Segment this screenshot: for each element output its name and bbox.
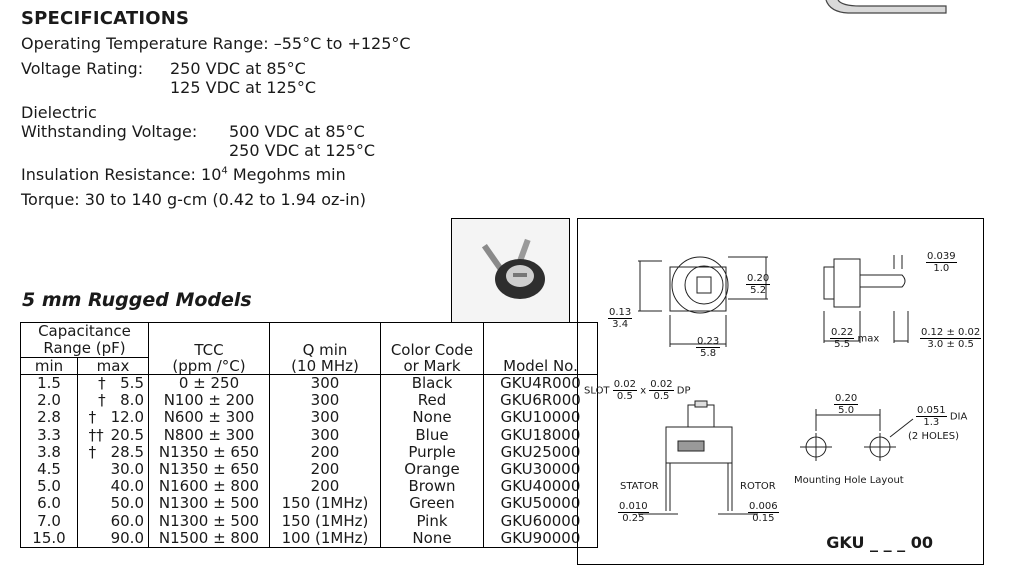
hole-020: 0.20 [835,393,858,404]
max-value: 8.0 [120,391,144,410]
cell-color: None [381,409,484,426]
dim-015: 0.15 [752,513,775,524]
cell-q: 200 [270,478,381,495]
cell-color: Pink [381,513,484,530]
rotor-label: ROTOR [740,481,776,492]
max-value: 90.0 [110,528,144,547]
stator-label: STATOR [620,481,659,492]
torque: Torque: 30 to 140 g-cm (0.42 to 1.94 oz-in) [21,190,366,209]
cell-model: GKU10000 [500,408,581,427]
dim-58: 5.8 [700,348,717,359]
cell-model: GKU6R000 [500,391,581,410]
dim-55: 5.5 [834,339,851,350]
cell-q: 300 [270,427,381,444]
cell-model: GKU30000 [500,460,581,479]
operating-temperature: Operating Temperature Range: –55°C to +125°C [21,34,411,53]
cell-max [78,427,149,444]
holes-label: (2 HOLES) [908,431,959,442]
max-value: 40.0 [110,477,144,496]
table-row [21,427,598,444]
capacitance-header: Capacitance Range (pF) [21,323,149,358]
max-value: 5.5 [120,374,144,392]
cell-tcc: N800 ± 300 [149,427,270,444]
cell-max [78,444,149,461]
tolerance-mark: †† [88,425,104,444]
cell-tcc: N1500 ± 800 [149,530,270,548]
table-row [21,444,598,461]
table-row [21,530,598,548]
cell-q: 200 [270,444,381,461]
dim-34: 3.4 [612,319,629,330]
cell-max [78,513,149,530]
max-header: max [78,358,149,375]
dim-0006: 0.006 [749,501,778,512]
cell-q: 300 [270,375,381,393]
table-row [21,392,598,409]
dia-n: 0.051 [917,405,946,416]
cell-color: Purple [381,444,484,461]
cell-tcc: N100 ± 200 [149,392,270,409]
insulation-post: Megohms min [227,165,346,184]
cell-min: 2.8 [21,409,78,426]
cell-color: Brown [381,478,484,495]
cell-max [78,530,149,548]
tcc-header [149,323,270,375]
cell-model: GKU4R000 [500,374,581,392]
dielectric-label: Dielectric [21,103,97,122]
color-header [381,323,484,375]
mechanical-drawing [577,218,984,565]
cell-min: 6.0 [21,495,78,512]
max-value: 50.0 [110,494,144,513]
cell-color: Blue [381,427,484,444]
cell-min: 7.0 [21,513,78,530]
cell-min: 1.5 [21,375,78,393]
dim-0039: 0.039 [927,251,956,262]
dim-013: 0.13 [609,307,632,318]
cell-color: Red [381,392,484,409]
withstanding-voltage-1: 500 VDC at 85°C [229,122,365,141]
cell-color: None [381,530,484,548]
table-row [21,409,598,426]
cell-model: GKU90000 [500,528,581,547]
dia-label: DIA [949,411,968,423]
specifications-title: SPECIFICATIONS [21,8,190,29]
cell-q: 300 [270,409,381,426]
cell-tcc: N1350 ± 650 [149,461,270,478]
dim-rotor-lead [748,501,779,524]
models-title: 5 mm Rugged Models [22,289,252,311]
cell-color: Green [381,495,484,512]
dim-025: 0.25 [622,513,645,524]
x-label: x [640,385,647,397]
cell-q: 150 (1MHz) [270,513,381,530]
voltage-rating-2: 125 VDC at 125°C [170,78,317,97]
min-header: min [21,358,78,375]
dim-30: 3.0 ± 0.5 [927,339,974,350]
cell-max [78,375,149,393]
slot-d2: 0.5 [653,391,670,402]
dim-10: 1.0 [933,263,950,274]
cell-model: GKU60000 [500,511,581,530]
cell-min: 4.5 [21,461,78,478]
models-table [20,322,598,548]
withstanding-voltage-label: Withstanding Voltage: [21,122,198,141]
cell-tcc: N1300 ± 500 [149,495,270,512]
q-unit: (10 MHz) [291,357,359,375]
insulation-pre: Insulation Resistance: 10 [21,165,222,184]
dim-52: 5.2 [750,285,767,296]
cell-max [78,392,149,409]
cell-model: GKU25000 [500,442,581,461]
cell-min: 3.3 [21,427,78,444]
dim-hole-spacing [834,393,858,416]
dim-hole-diameter [916,405,967,428]
voltage-rating-1: 250 VDC at 85°C [170,59,306,78]
max-label: max [857,333,880,345]
slot-n1: 0.02 [613,379,636,390]
cell-q: 300 [270,392,381,409]
dim-side-width [830,327,879,350]
cell-tcc: N1600 ± 800 [149,478,270,495]
cell-max [78,409,149,426]
dim-shaft [926,251,957,274]
slot-d1: 0.5 [616,391,633,402]
max-value: 30.0 [110,460,144,479]
q-header [270,323,381,375]
cell-max [78,495,149,512]
dim-lead [920,327,981,350]
tcc-unit: (ppm /°C) [172,357,246,375]
table-row [21,478,598,495]
tolerance-mark: † [88,442,97,461]
max-value: 12.0 [110,408,144,427]
mounting-hole-label: Mounting Hole Layout [794,475,904,486]
table-row [21,461,598,478]
hole-50: 5.0 [838,405,855,416]
cell-model: GKU50000 [500,494,581,513]
slot-n2: 0.02 [650,379,673,390]
dim-stator-lead [618,501,649,524]
dim-0010: 0.010 [619,501,648,512]
cell-min: 5.0 [21,478,78,495]
max-value: 28.5 [110,442,144,461]
cell-min: 3.8 [21,444,78,461]
cell-color: Orange [381,461,484,478]
max-value: 20.5 [110,425,144,444]
cell-max [78,461,149,478]
component-illustration-partial [820,0,950,18]
insulation-exponent: 4 [221,165,228,177]
cell-min: 15.0 [21,530,78,548]
cell-tcc: 0 ± 250 [149,375,270,393]
cell-q: 100 (1MHz) [270,530,381,548]
withstanding-voltage-2: 250 VDC at 125°C [229,141,376,160]
table-row [21,375,598,393]
slot-dimension [584,379,690,402]
cell-min: 2.0 [21,392,78,409]
cell-tcc: N600 ± 300 [149,409,270,426]
model-header: Model No. [484,323,598,375]
q-label: Q min [302,341,348,359]
dim-width-top [696,336,720,359]
trimmer-capacitor-image [452,219,569,323]
cell-q: 200 [270,461,381,478]
color-label-2: or Mark [403,357,461,375]
table-row [21,513,598,530]
tolerance-mark: † [88,408,97,427]
dim-022: 0.22 [831,327,854,338]
cell-color: Black [381,375,484,393]
dia-d: 1.3 [923,417,940,428]
dim-height-left [608,307,632,330]
dp-label: DP [676,385,691,397]
cell-tcc: N1350 ± 650 [149,444,270,461]
cell-model: GKU40000 [500,477,581,496]
tolerance-mark: † [98,391,106,410]
dim-023: 0.23 [697,336,720,347]
dim-012: 0.12 ± 0.02 [921,327,981,338]
slot-label: SLOT [584,385,610,397]
cell-tcc: N1300 ± 500 [149,513,270,530]
insulation-resistance [21,165,346,184]
dim-020: 0.20 [747,273,770,284]
cell-max [78,478,149,495]
color-label-1: Color Code [390,341,474,359]
tcc-label: TCC [194,341,224,359]
dim-height-right [746,273,770,296]
part-number-code: GKU _ _ _ 00 [826,533,933,552]
max-value: 60.0 [110,511,144,530]
cell-q: 150 (1MHz) [270,495,381,512]
tolerance-mark: † [98,374,106,392]
cell-model: GKU18000 [500,425,581,444]
table-row [21,495,598,512]
voltage-rating-label: Voltage Rating: [21,59,144,78]
product-photo [451,218,570,323]
